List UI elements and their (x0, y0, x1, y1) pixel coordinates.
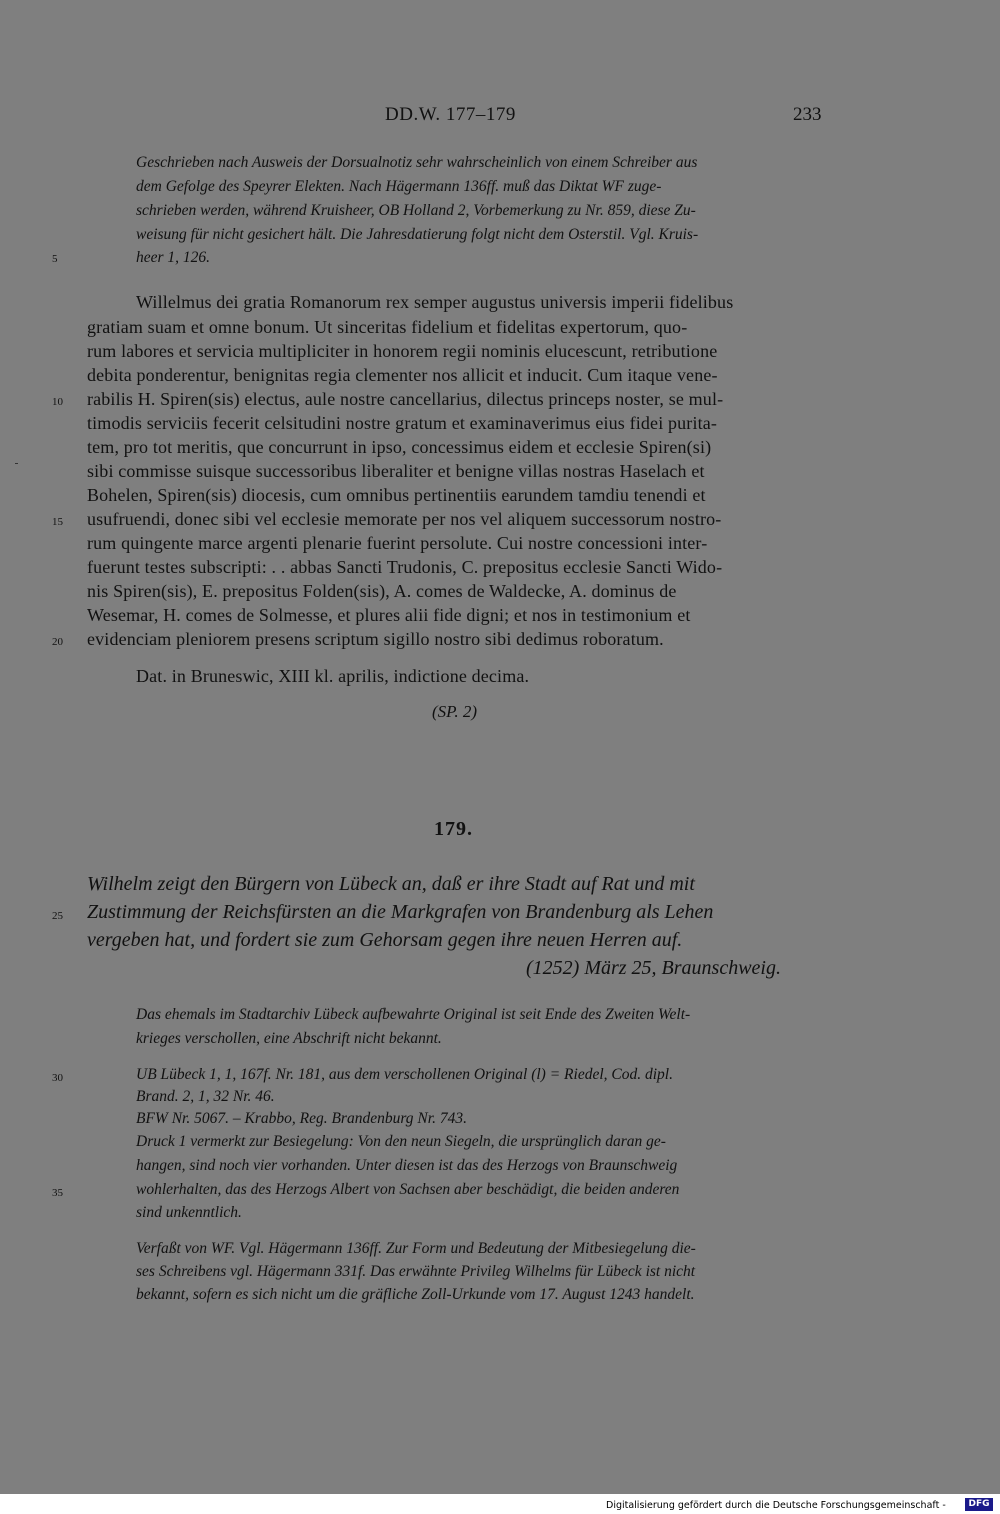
dfg-logo-icon: DFG (965, 1498, 993, 1511)
text-line: nis Spiren(sis), E. prepositus Folden(sis), A. comes de Waldecke, A. dominus de (87, 581, 677, 601)
line-number: 15 (52, 516, 63, 528)
text-line: evidenciam pleniorem presens scriptum sigillo nostro sibi dedimus roboratum. (87, 629, 664, 649)
note-line: dem Gefolge des Speyrer Elekten. Nach Hägermann 136ff. muß das Diktat WF zuge- (136, 178, 662, 195)
text-line: usufruendi, donec sibi vel ecclesie memorate per nos vel aliquem successorum nostro- (87, 509, 722, 529)
scan-mark (15, 463, 18, 464)
note-line: hangen, sind noch vier vorhanden. Unter diesen ist das des Herzogs von Braunschweig (136, 1157, 678, 1174)
text-line: sibi commisse suisque successoribus liberaliter et benigne villas nostras Haselach et (87, 461, 705, 481)
regest-date: (1252) März 25, Braunschweig. (526, 957, 781, 979)
regest-line: Wilhelm zeigt den Bürgern von Lübeck an, daß er ihre Stadt auf Rat und mit (87, 873, 695, 895)
note-line: krieges verschollen, eine Abschrift nicht bekannt. (136, 1030, 442, 1047)
line-number: 10 (52, 396, 63, 408)
note-line: sind unkenntlich. (136, 1204, 242, 1221)
line-number: 35 (52, 1187, 63, 1199)
text-line: gratiam suam et omne bonum. Ut sinceritas fidelium et fidelitas expertorum, quo- (87, 317, 688, 337)
regest-line: Zustimmung der Reichsfürsten an die Markgrafen von Brandenburg als Lehen (87, 901, 714, 923)
text-line: rabilis H. Spiren(sis) electus, aule nostre cancellarius, dilectus princeps noster, se mul- (87, 389, 724, 409)
regest-line: vergeben hat, und fordert sie zum Gehorsam gegen ihre neuen Herren auf. (87, 929, 683, 951)
note-line: wohlerhalten, das des Herzogs Albert von Sachsen aber beschädigt, die beiden anderen (136, 1181, 680, 1198)
text-line: debita ponderentur, benignitas regia clementer nos allicit et inducit. Cum itaque vene- (87, 365, 718, 385)
text-line: timodis serviciis fecerit celsitudini nostre gratum et examinaverimus eius fidei purita- (87, 413, 718, 433)
footer-credit: Digitalisierung gefördert durch die Deutsche Forschungsgemeinschaft - (606, 1500, 946, 1511)
text-line: Willelmus dei gratia Romanorum rex semper augustus universis imperii fidelibus (136, 292, 734, 312)
line-number: 25 (52, 910, 63, 922)
note-line: ses Schreibens vgl. Hägermann 331f. Das erwähnte Privileg Wilhelms für Lübeck ist nicht (136, 1263, 696, 1280)
note-line: heer 1, 126. (136, 249, 211, 266)
line-number: 5 (52, 253, 58, 265)
note-line: bekannt, sofern es sich nicht um die gräfliche Zoll-Urkunde vom 17. August 1243 handelt. (136, 1286, 695, 1303)
note-line: Geschrieben nach Ausweis der Dorsualnotiz sehr wahrscheinlich von einem Schreiber aus (136, 154, 698, 171)
note-line: BFW Nr. 5067. – Krabbo, Reg. Brandenburg Nr. 743. (136, 1110, 467, 1127)
page-number: 233 (793, 104, 822, 125)
line-number: 20 (52, 636, 63, 648)
note-line: schrieben werden, während Kruisheer, OB Holland 2, Vorbemerkung zu Nr. 859, diese Zu- (136, 202, 696, 219)
note-line: Verfaßt von WF. Vgl. Hägermann 136ff. Zur Form und Bedeutung der Mitbesiegelung die- (136, 1240, 696, 1257)
note-line: UB Lübeck 1, 1, 167f. Nr. 181, aus dem verschollenen Original (l) = Riedel, Cod. dipl. (136, 1066, 673, 1083)
note-line: weisung für nicht gesichert hält. Die Jahresdatierung folgt nicht dem Osterstil. Vgl. Kruis- (136, 226, 699, 243)
note-line: Druck 1 vermerkt zur Besiegelung: Von den neun Siegeln, die ursprünglich daran ge- (136, 1133, 666, 1150)
line-number: 30 (52, 1072, 63, 1084)
text-line: rum quingente marce argenti plenarie fuerint persolute. Cui nostre concessioni inter- (87, 533, 708, 553)
note-line: Das ehemals im Stadtarchiv Lübeck aufbewahrte Original ist seit Ende des Zweiten Welt- (136, 1006, 691, 1023)
dating-line: Dat. in Bruneswic, XIII kl. aprilis, indictione decima. (136, 666, 530, 686)
text-line: Wesemar, H. comes de Solmesse, et plures alii fide digni; et nos in testimonium et (87, 605, 691, 625)
text-line: rum labores et servicia multipliciter in honorem regii nominis elucescunt, retributione (87, 341, 718, 361)
text-line: fuerunt testes subscripti: . . abbas Sancti Trudonis, C. prepositus ecclesie Sancti Wido- (87, 557, 723, 577)
running-title: DD.W. 177–179 (385, 104, 516, 125)
seal-note: (SP. 2) (432, 702, 478, 721)
text-line: Bohelen, Spiren(sis) diocesis, cum omnibus pertinentiis earundem tamdiu tenendi et (87, 485, 706, 505)
text-line: tem, pro tot meritis, que concurrunt in ipso, concessimus eidem et ecclesie Spiren(si) (87, 437, 712, 457)
note-line: Brand. 2, 1, 32 Nr. 46. (136, 1088, 275, 1105)
document-number: 179. (434, 818, 473, 840)
